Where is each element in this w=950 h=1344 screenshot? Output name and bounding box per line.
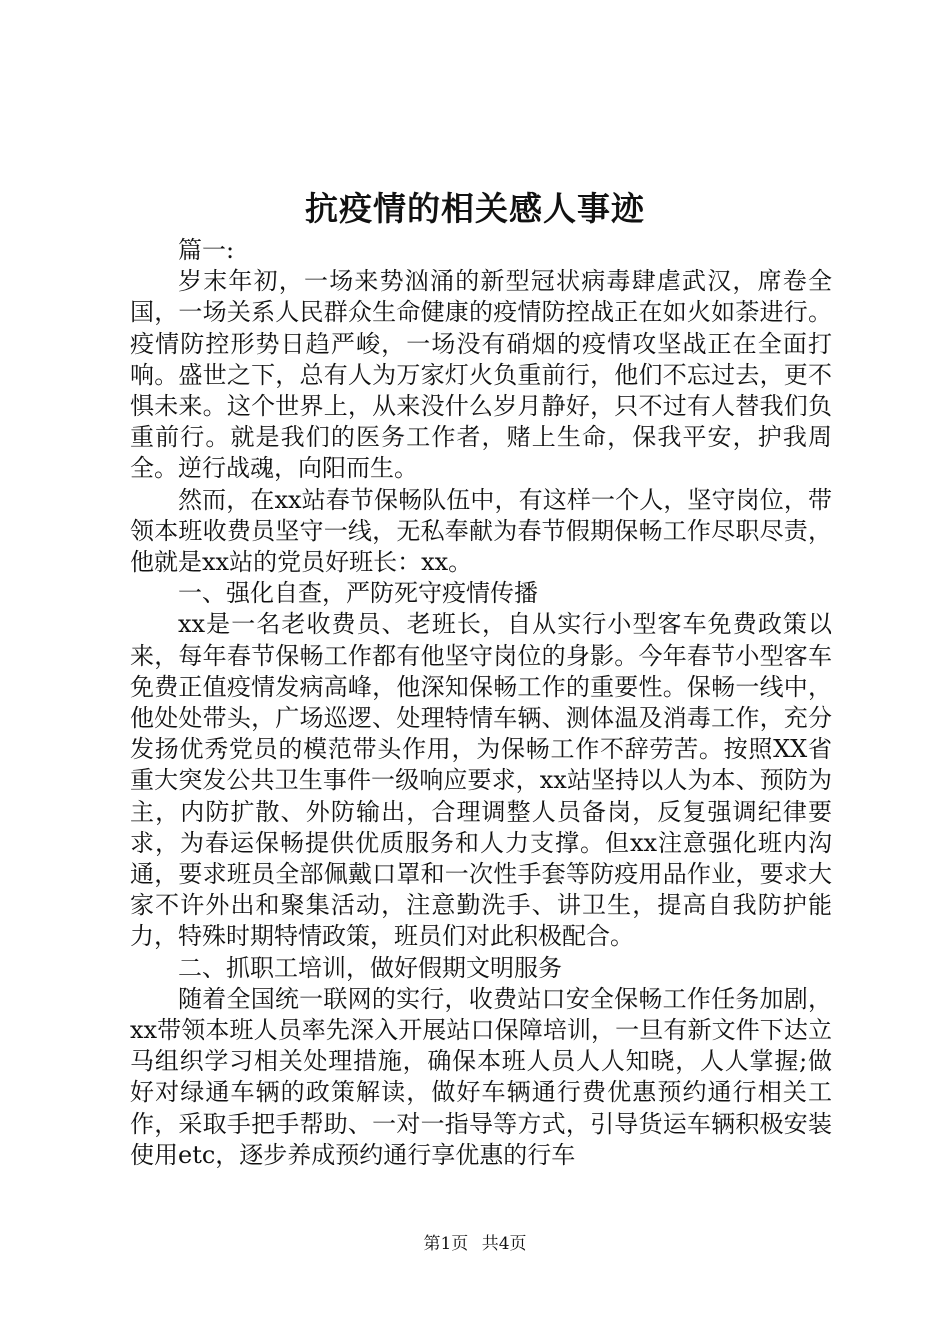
section-heading-one: 一、强化自查，严防死守疫情传播 (178, 579, 538, 608)
page-footer (0, 1232, 950, 1256)
paragraph-intro: 岁末年初，一场来势汹涌的新型冠状病毒肆虐武汉，席卷全国，一场关系人民群众生命健康的疫情防控战正在如火如荼进行。疫情防控形势日趋严峻，一场没有硝烟的疫情攻坚战正在全面打响。盛世之下，总有人为万家灯火负重前行，他们不忘过去，更不惧未来。这个世界上，从来没什么岁月静好，只不过有人替我们负重前行。就是我们的医务工作者，赌上生命，保我平安，护我周全。逆行战魂，向阳而生。 (130, 267, 832, 483)
paragraph-introduce-person: 然而，在xx站春节保畅队伍中，有这样一个人，坚守岗位，带领本班收费员坚守一线，无私奉献为春节假期保畅工作尽职尽责，他就是xx站的党员好班长：xx。 (130, 485, 832, 577)
page-number: 第1页 (423, 1234, 469, 1254)
paragraph-section-one: xx是一名老收费员、老班长，自从实行小型客车免费政策以来，每年春节保畅工作都有他坚守岗位的身影。今年春节小型客车免费正值疫情发病高峰，他深知保畅工作的重要性。保畅一线中，他处处带头，广场巡逻、处理特情车辆、测体温及消毒工作，充分发扬优秀党员的模范带头作用，为保畅工作不辞劳苦。按照XX省重大突发公共卫生事件一级响应要求，xx站坚持以人为本、预防为主，内防扩散、外防输出，合理调整人员备岗，反复强调纪律要求，为春运保畅提供优质服务和人力支撑。但xx注意强化班内沟通，要求班员全部佩戴口罩和一次性手套等防疫用品作业，要求大家不许外出和聚集活动，注意勤洗手、讲卫生，提高自我防护能力，特殊时期特情政策，班员们对此积极配合。 (130, 610, 832, 951)
page-total: 共4页 (481, 1234, 527, 1254)
document-body (130, 235, 832, 1171)
document-title: 抗疫情的相关感人事迹 (305, 189, 645, 228)
paragraph-heading-part-one: 篇一: (178, 236, 235, 264)
paragraph-section-two: 随着全国统一联网的实行，收费站口安全保畅工作任务加剧，xx带领本班人员率先深入开展站口保障培训，一旦有新文件下达立马组织学习相关处理措施，确保本班人员人人知晓，人人掌握;做好对绿通车辆的政策解读，做好车辆通行费优惠预约通行相关工作，采取手把手帮助、一对一指导等方式，引导货运车辆积极安装使用etc，逐步养成预约通行享优惠的行车 (130, 984, 832, 1169)
section-heading-two: 二、抓职工培训，做好假期文明服务 (178, 953, 562, 982)
